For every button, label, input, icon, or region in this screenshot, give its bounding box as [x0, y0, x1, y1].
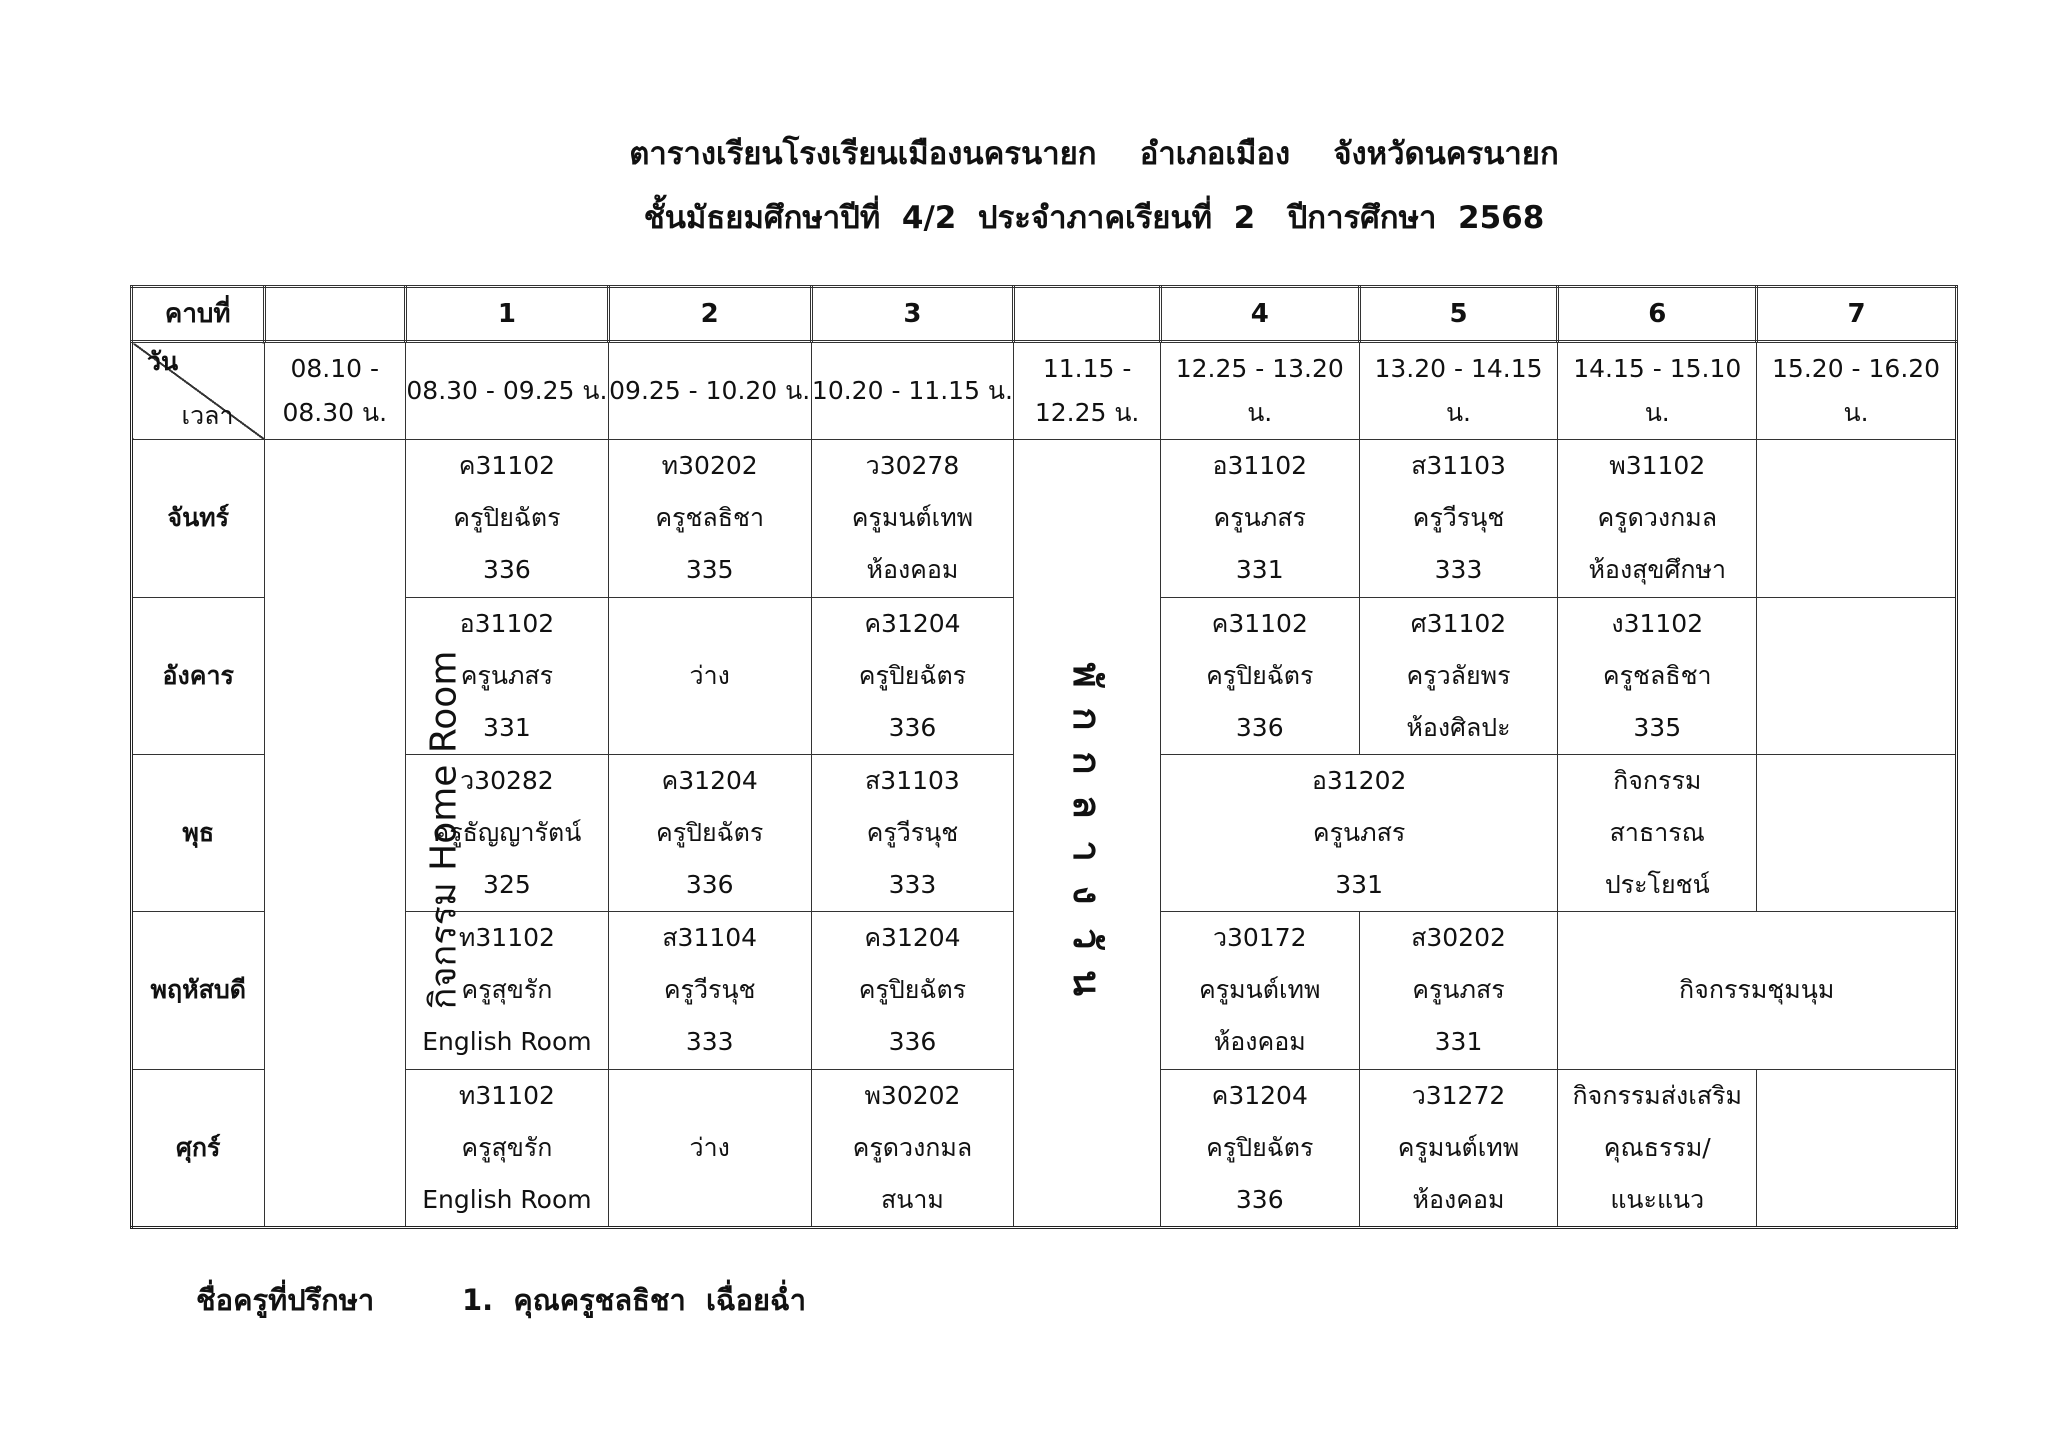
class-cell: ค31102 ครูปิยฉัตร 336	[406, 440, 609, 597]
class-cell: ท31102 ครูสุขรัก English Room	[406, 1069, 609, 1227]
class-cell-empty	[1757, 1069, 1957, 1227]
period-time: 10.20 - 11.15 น.	[811, 342, 1014, 440]
schedule-title: ตารางเรียนโรงเรียนเมืองนครนายก อำเภอเมือง จังหวัดนครนายก	[629, 136, 1559, 172]
day-name: พุธ	[132, 754, 265, 911]
timetable	[130, 285, 1958, 1229]
class-cell-empty	[1757, 440, 1957, 597]
period-number: 1	[406, 287, 609, 342]
class-cell-free: ว่าง	[608, 1069, 811, 1227]
class-cell: ค31102 ครูปิยฉัตร 336	[1160, 597, 1359, 754]
period-time: 08.30 - 09.25 น.	[406, 342, 609, 440]
club-activity-cell: กิจกรรมชุมนุม	[1558, 912, 1957, 1069]
day-name: อังคาร	[132, 597, 265, 754]
period-time: 14.15 - 15.10 น.	[1558, 342, 1757, 440]
class-cell: พ31102 ครูดวงกมล ห้องสุขศึกษา	[1558, 440, 1757, 597]
schedule-subtitle: ชั้นมัธยมศึกษาปีที่ 4/2 ประจำภาคเรียนที่ 2 ปีการศึกษา 2568	[643, 200, 1545, 236]
class-cell: ค31204 ครูปิยฉัตร 336	[811, 597, 1014, 754]
period-number: 4	[1160, 287, 1359, 342]
period-header-row	[132, 287, 1957, 342]
class-cell-empty	[1757, 754, 1957, 911]
lunch-time: 11.15 - 12.25 น.	[1014, 342, 1161, 440]
class-cell: กิจกรรมส่งเสริม คุณธรรม/ แนะแนว	[1558, 1069, 1757, 1227]
class-cell: ว31272 ครูมนต์เทพ ห้องคอม	[1359, 1069, 1558, 1227]
class-cell: ท30202 ครูชลธิชา 335	[608, 440, 811, 597]
day-row-monday	[132, 440, 1957, 597]
period-number: 3	[811, 287, 1014, 342]
period-number: 2	[608, 287, 811, 342]
time-label: เวลา	[181, 401, 234, 431]
day-name: ศุกร์	[132, 1069, 265, 1227]
homeroom-label: กิจกรรม Home Room	[422, 650, 464, 1010]
day-label: วัน	[147, 347, 179, 377]
period-time: 15.20 - 16.20 น.	[1757, 342, 1957, 440]
lunch-label: พั ก ก ล า ง วั น	[1065, 662, 1110, 996]
day-time-corner	[132, 342, 265, 440]
class-cell: ท31102 ครูสุขรัก English Room	[406, 912, 609, 1069]
class-cell-empty	[1757, 597, 1957, 754]
class-cell: พ30202 ครูดวงกมล สนาม	[811, 1069, 1014, 1227]
class-cell: อ31102 ครูนภสร 331	[1160, 440, 1359, 597]
class-cell: ว30172 ครูมนต์เทพ ห้องคอม	[1160, 912, 1359, 1069]
class-cell: ศ31102 ครูวลัยพร ห้องศิลปะ	[1359, 597, 1558, 754]
class-cell: ว30282 ครูธัญญารัตน์ 325	[406, 754, 609, 911]
time-row	[132, 342, 1957, 440]
advisor-label: ชื่อครูที่ปรึกษา	[196, 1283, 375, 1317]
class-cell: ว30278 ครูมนต์เทพ ห้องคอม	[811, 440, 1014, 597]
class-cell: ค31204 ครูปิยฉัตร 336	[1160, 1069, 1359, 1227]
class-cell-double: อ31202 ครูนภสร 331	[1160, 754, 1558, 911]
day-name: พฤหัสบดี	[132, 912, 265, 1069]
lunch-period-header	[1014, 287, 1161, 342]
homeroom-cell	[264, 440, 464, 1228]
class-cell: ค31204 ครูปิยฉัตร 336	[811, 912, 1014, 1069]
class-cell: ง31102 ครูชลธิชา 335	[1558, 597, 1757, 754]
homeroom-period-header	[264, 287, 406, 342]
lunch-break-cell	[1014, 440, 1161, 1228]
class-cell: ส31103 ครูวีรนุช 333	[811, 754, 1014, 911]
homeroom-time: 08.10 - 08.30 น.	[264, 342, 406, 440]
class-cell-free: ว่าง	[608, 597, 811, 754]
day-name: จันทร์	[132, 440, 265, 597]
period-time: 13.20 - 14.15 น.	[1359, 342, 1558, 440]
period-number: 5	[1359, 287, 1558, 342]
period-number: 7	[1757, 287, 1957, 342]
advisor-name: 1. คุณครูชลธิชา เฉื่อยฉ่ำ	[462, 1283, 807, 1317]
class-cell: กิจกรรม สาธารณ ประโยชน์	[1558, 754, 1757, 911]
period-label: คาบที่	[132, 287, 265, 342]
class-cell: อ31102 ครูนภสร 331	[406, 597, 609, 754]
period-time: 09.25 - 10.20 น.	[608, 342, 811, 440]
class-cell: ส31104 ครูวีรนุช 333	[608, 912, 811, 1069]
period-number: 6	[1558, 287, 1757, 342]
period-time: 12.25 - 13.20 น.	[1160, 342, 1359, 440]
class-cell: ค31204 ครูปิยฉัตร 336	[608, 754, 811, 911]
class-cell: ส30202 ครูนภสร 331	[1359, 912, 1558, 1069]
class-cell: ส31103 ครูวีรนุช 333	[1359, 440, 1558, 597]
